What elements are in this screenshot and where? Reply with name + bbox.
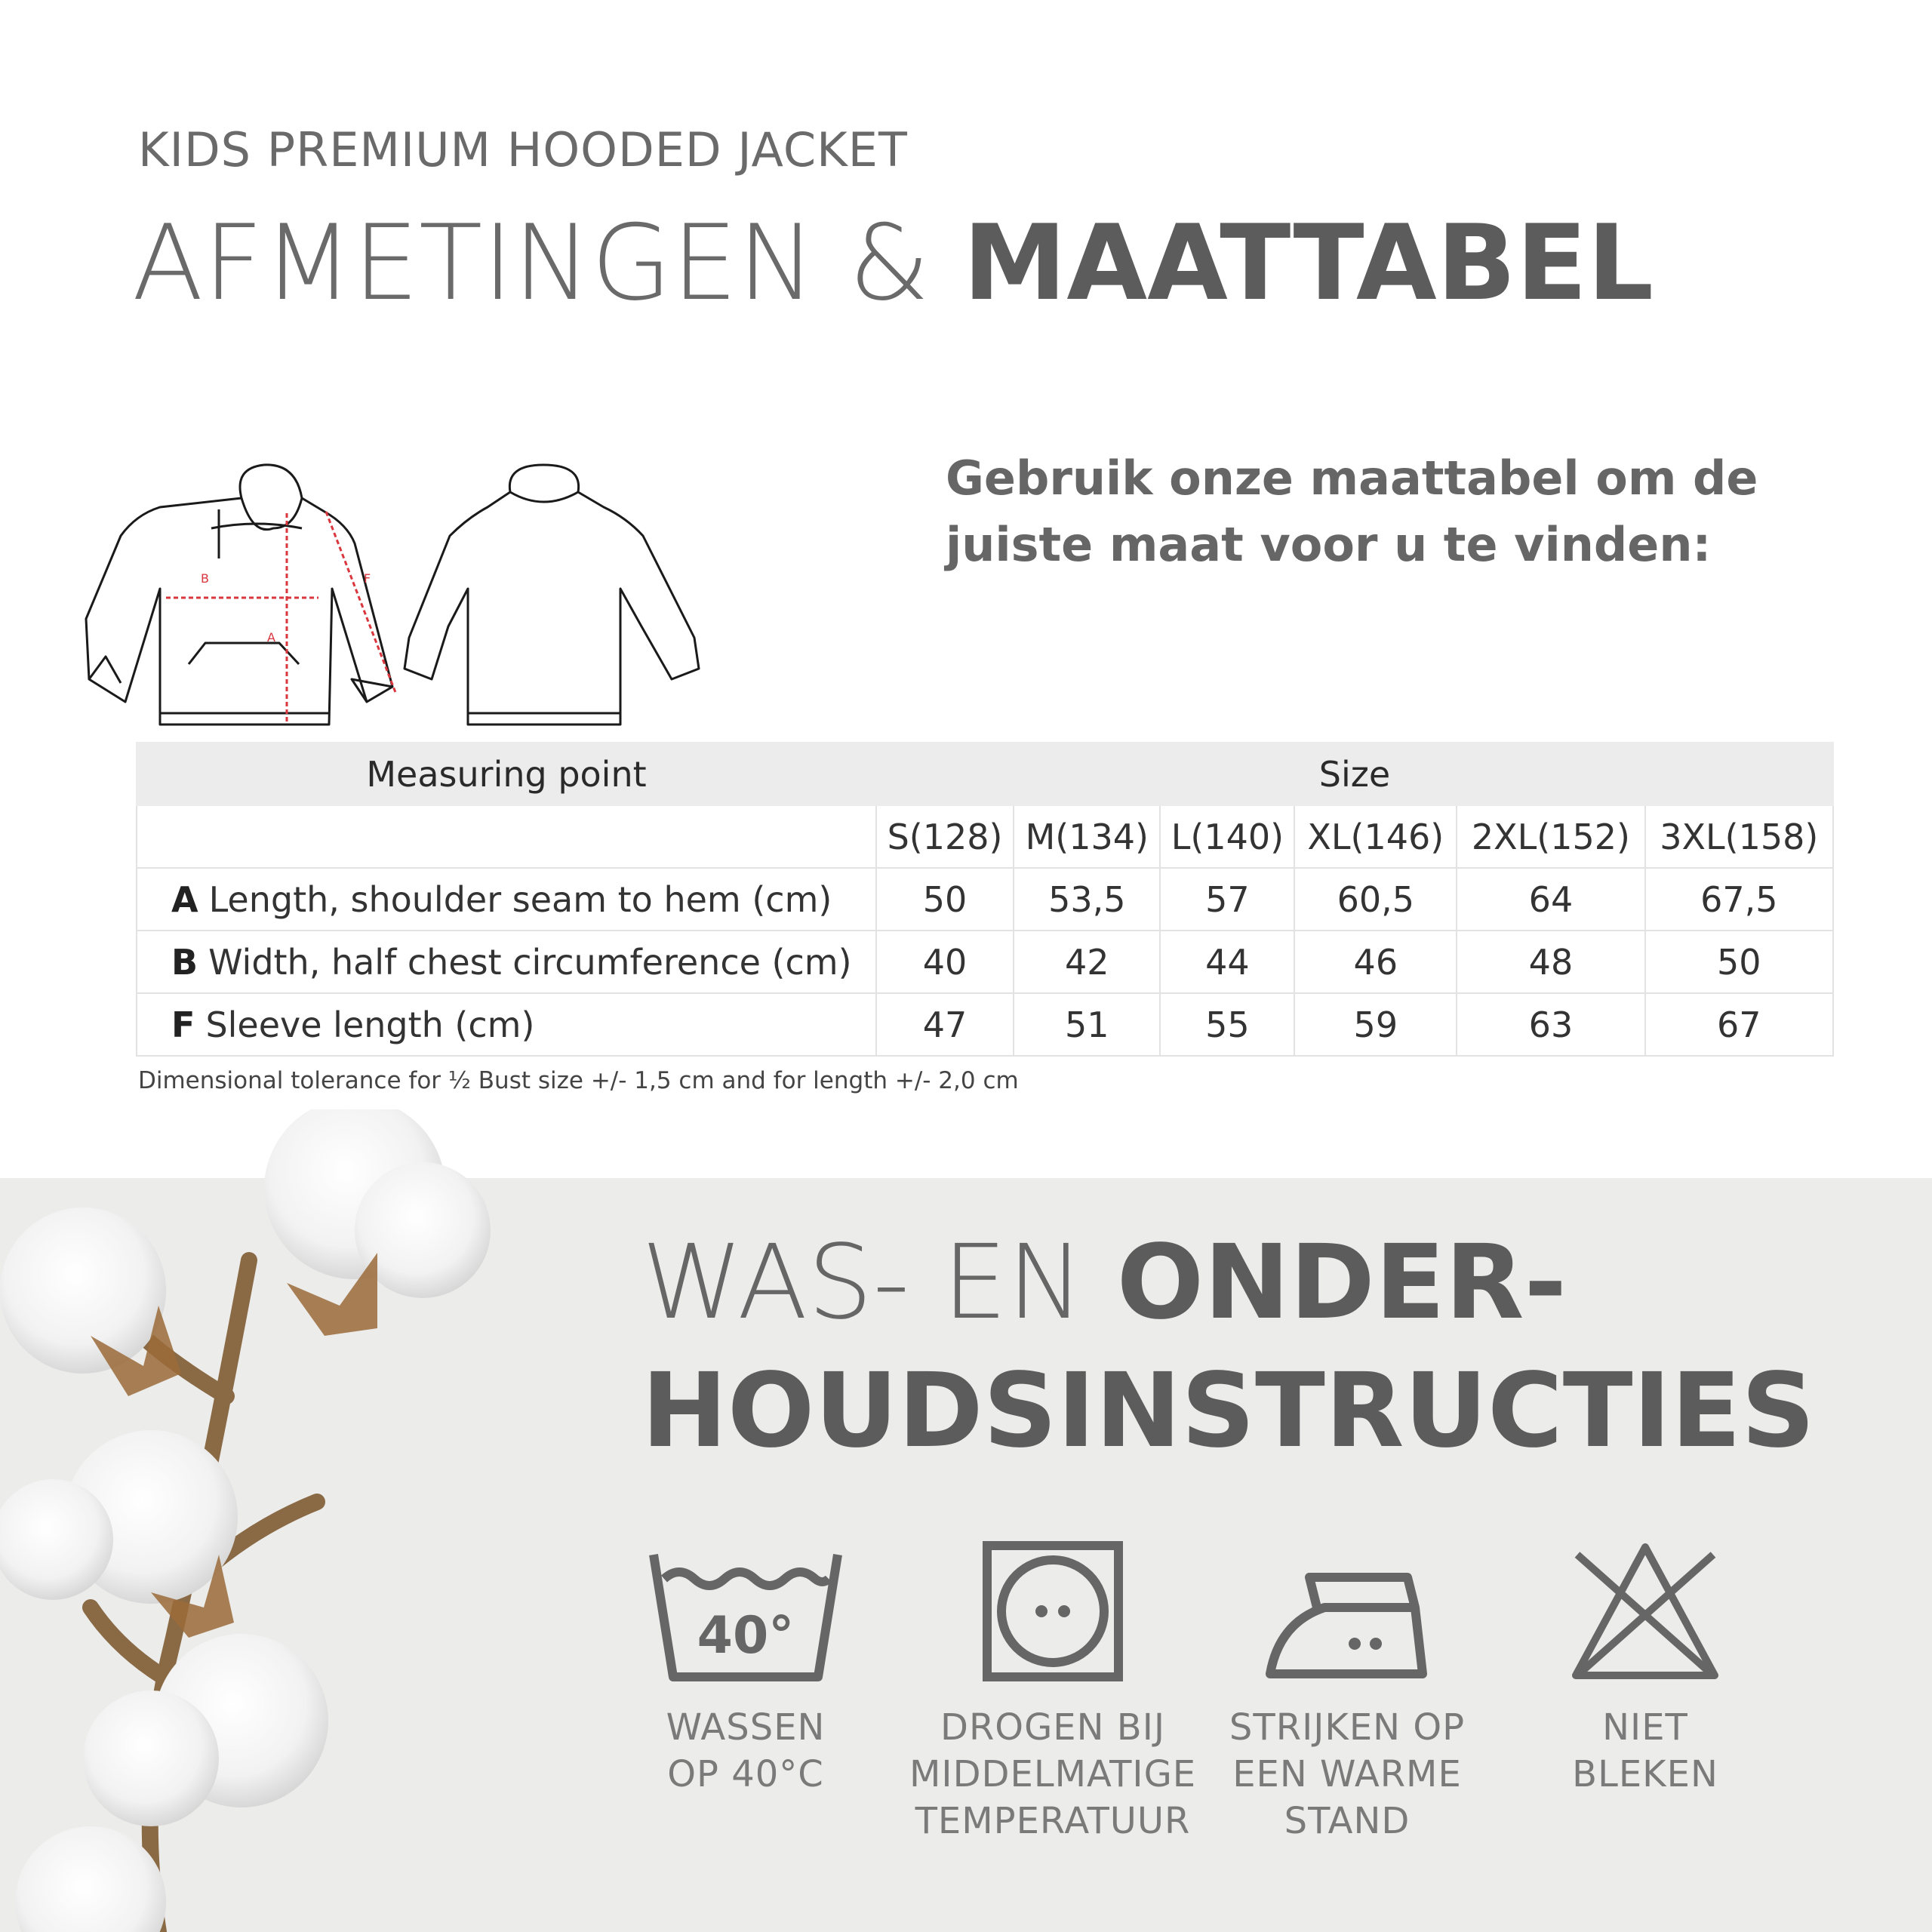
no-bleach-icon [1570, 1540, 1721, 1683]
row-label: A Length, shoulder seam to hem (cm) [137, 868, 876, 931]
table-cell: 64 [1457, 868, 1644, 931]
care-item-no-bleach [1502, 1540, 1789, 1798]
table-cell: 60,5 [1294, 868, 1457, 931]
table-row [137, 993, 1833, 1056]
care-label: STRIJKEN OP EEN WARME STAND [1229, 1706, 1466, 1842]
table-header-row [137, 743, 1833, 805]
product-subtitle: KIDS PREMIUM HOODED JACKET [138, 122, 908, 177]
table-cell: 47 [876, 993, 1014, 1056]
size-label: S(128) [876, 805, 1014, 868]
tolerance-note: Dimensional tolerance for ½ Bust size +/- 1,5 cm and for length +/- 2,0 cm [138, 1067, 1019, 1094]
header-measuring-point: Measuring point [137, 743, 876, 805]
care-title-line-2: HOUDSINSTRUCTIES [641, 1352, 1816, 1471]
label-a: A [267, 630, 275, 645]
lead-text: Gebruik onze maattabel om de juiste maat voor u te vinden: [946, 451, 1758, 572]
care-title [641, 1219, 1815, 1475]
table-row [137, 931, 1833, 993]
care-item-wash [602, 1540, 889, 1798]
care-label: DROGEN BIJ MIDDELMATIGE TEMPERATUUR [909, 1706, 1197, 1842]
care-title-line-1: WAS- EN ONDER- [641, 1223, 1567, 1343]
table-cell: 48 [1457, 931, 1644, 993]
wash-temp-text: 40° [697, 1606, 795, 1666]
size-labels-row [137, 805, 1833, 868]
table-cell: 57 [1160, 868, 1294, 931]
page-title [132, 202, 1654, 324]
care-item-dry [909, 1540, 1196, 1844]
table-cell: 40 [876, 931, 1014, 993]
table-cell: 50 [876, 868, 1014, 931]
hoodie-measurement-diagram [75, 453, 724, 740]
care-label: WASSEN OP 40°C [666, 1706, 826, 1795]
table-cell: 53,5 [1014, 868, 1160, 931]
cotton-branch-image [0, 1109, 528, 1932]
table-cell: 42 [1014, 931, 1160, 993]
header-size: Size [876, 743, 1833, 805]
empty-cell [137, 805, 876, 868]
table-cell: 55 [1160, 993, 1294, 1056]
size-label: M(134) [1014, 805, 1160, 868]
table-row [137, 868, 1833, 931]
size-table [136, 742, 1834, 1057]
size-label: 3XL(158) [1645, 805, 1833, 868]
row-label: B Width, half chest circumference (cm) [137, 931, 876, 993]
table-cell: 50 [1645, 931, 1833, 993]
label-b: B [201, 571, 209, 586]
size-label: L(140) [1160, 805, 1294, 868]
care-item-iron [1204, 1540, 1491, 1844]
size-label: 2XL(152) [1457, 805, 1644, 868]
row-label: F Sleeve length (cm) [137, 993, 876, 1056]
wash-40-icon [648, 1540, 844, 1683]
title-light: AFMETINGEN & [132, 202, 963, 324]
table-cell: 51 [1014, 993, 1160, 1056]
table-cell: 63 [1457, 993, 1644, 1056]
back-hoodie-outline [405, 465, 699, 724]
label-f: F [364, 571, 371, 586]
iron-medium-icon [1264, 1540, 1430, 1683]
table-cell: 67 [1645, 993, 1833, 1056]
title-bold: MAATTABEL [962, 202, 1654, 324]
care-label: NIET BLEKEN [1572, 1706, 1718, 1795]
table-cell: 59 [1294, 993, 1457, 1056]
table-cell: 67,5 [1645, 868, 1833, 931]
table-cell: 44 [1160, 931, 1294, 993]
front-hoodie-outline [86, 465, 392, 724]
size-label: XL(146) [1294, 805, 1457, 868]
tumble-dry-medium-icon [981, 1540, 1124, 1683]
table-cell: 46 [1294, 931, 1457, 993]
